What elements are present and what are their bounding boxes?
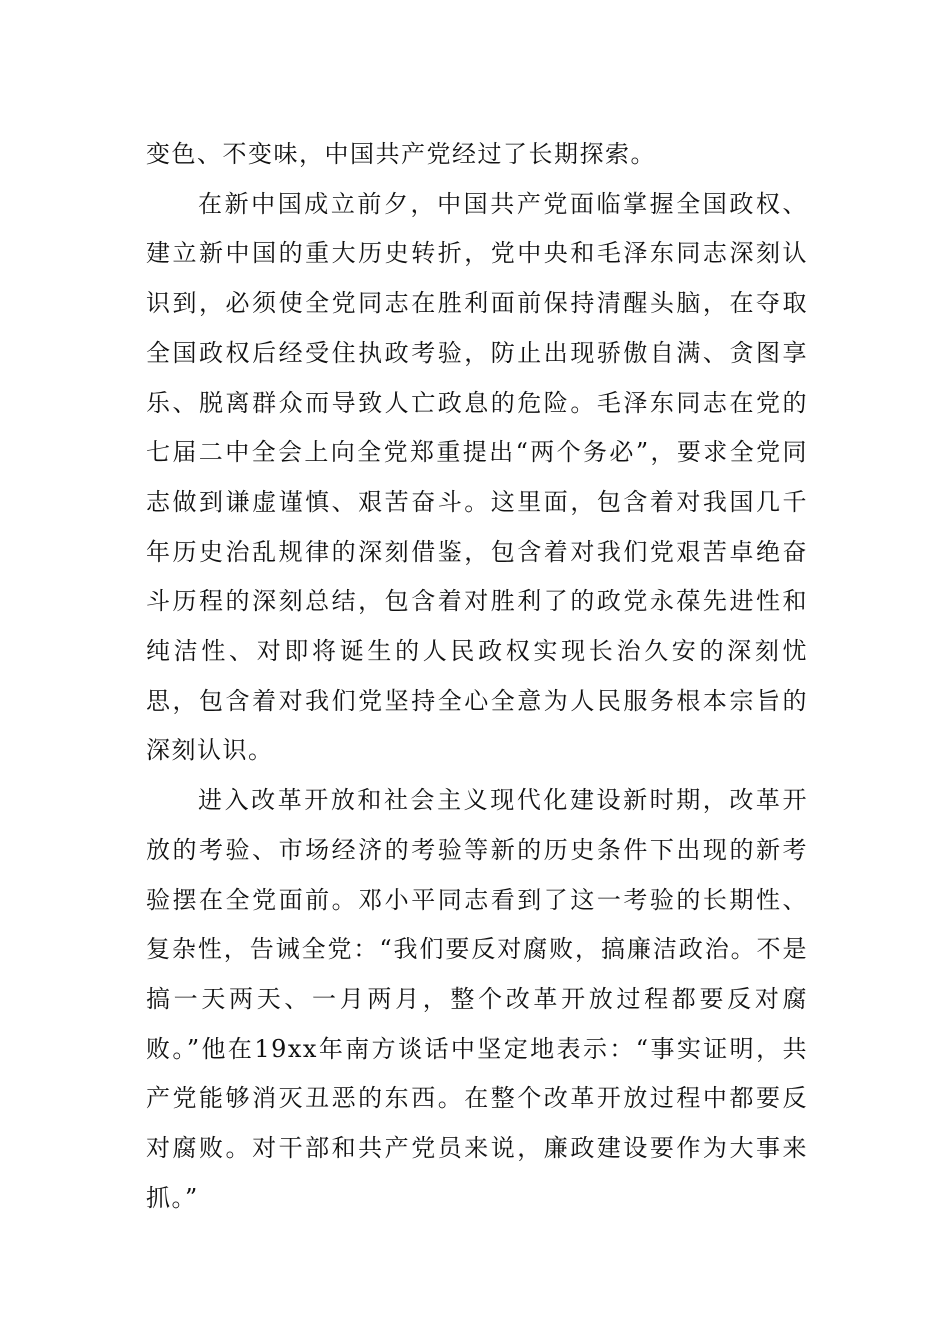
paragraph-reform-era: 进入改革开放和社会主义现代化建设新时期，改革开放的考验、市场经济的考验等新的历史条件下出现的新考验摆在全党面前。邓小平同志看到了这一考验的长期性、复杂性，告诫全党：“我们要反对腐败，搞廉洁政治。不是搞一天两天、一月两月，整个改革开放过程都要反对腐败。”他在19xx年南方谈话中坚定地表示：“事实证明，共产党能够消灭丑恶的东西。在整个改革开放过程中都要反对腐败。对干部和共产党员来说，廉政建设要作为大事来抓。” — [146, 786, 808, 1212]
paragraph-two-musts: 在新中国成立前夕，中国共产党面临掌握全国政权、建立新中国的重大历史转折，党中央和毛泽东同志深刻认识到，必须使全党同志在胜利面前保持清醒头脑，在夺取全国政权后经受住执政考验，防止出现骄傲自满、贪图享乐、脱离群众而导致人亡政息的危险。毛泽东同志在党的七届二中全会上向全党郑重提出“两个务必”，要求全党同志做到谦虚谨慎、艰苦奋斗。这里面，包含着对我国几千年历史治乱规律的深刻借鉴，包含着对我们党艰苦卓绝奋斗历程的深刻总结，包含着对胜利了的政党永葆先进性和纯洁性、对即将诞生的人民政权实现长治久安的深刻忧思，包含着对我们党坚持全心全意为人民服务根本宗旨的深刻认识。 — [146, 189, 808, 765]
continuation-line: 变色、不变味，中国共产党经过了长期探索。 — [146, 140, 656, 168]
document-body — [146, 130, 808, 1223]
